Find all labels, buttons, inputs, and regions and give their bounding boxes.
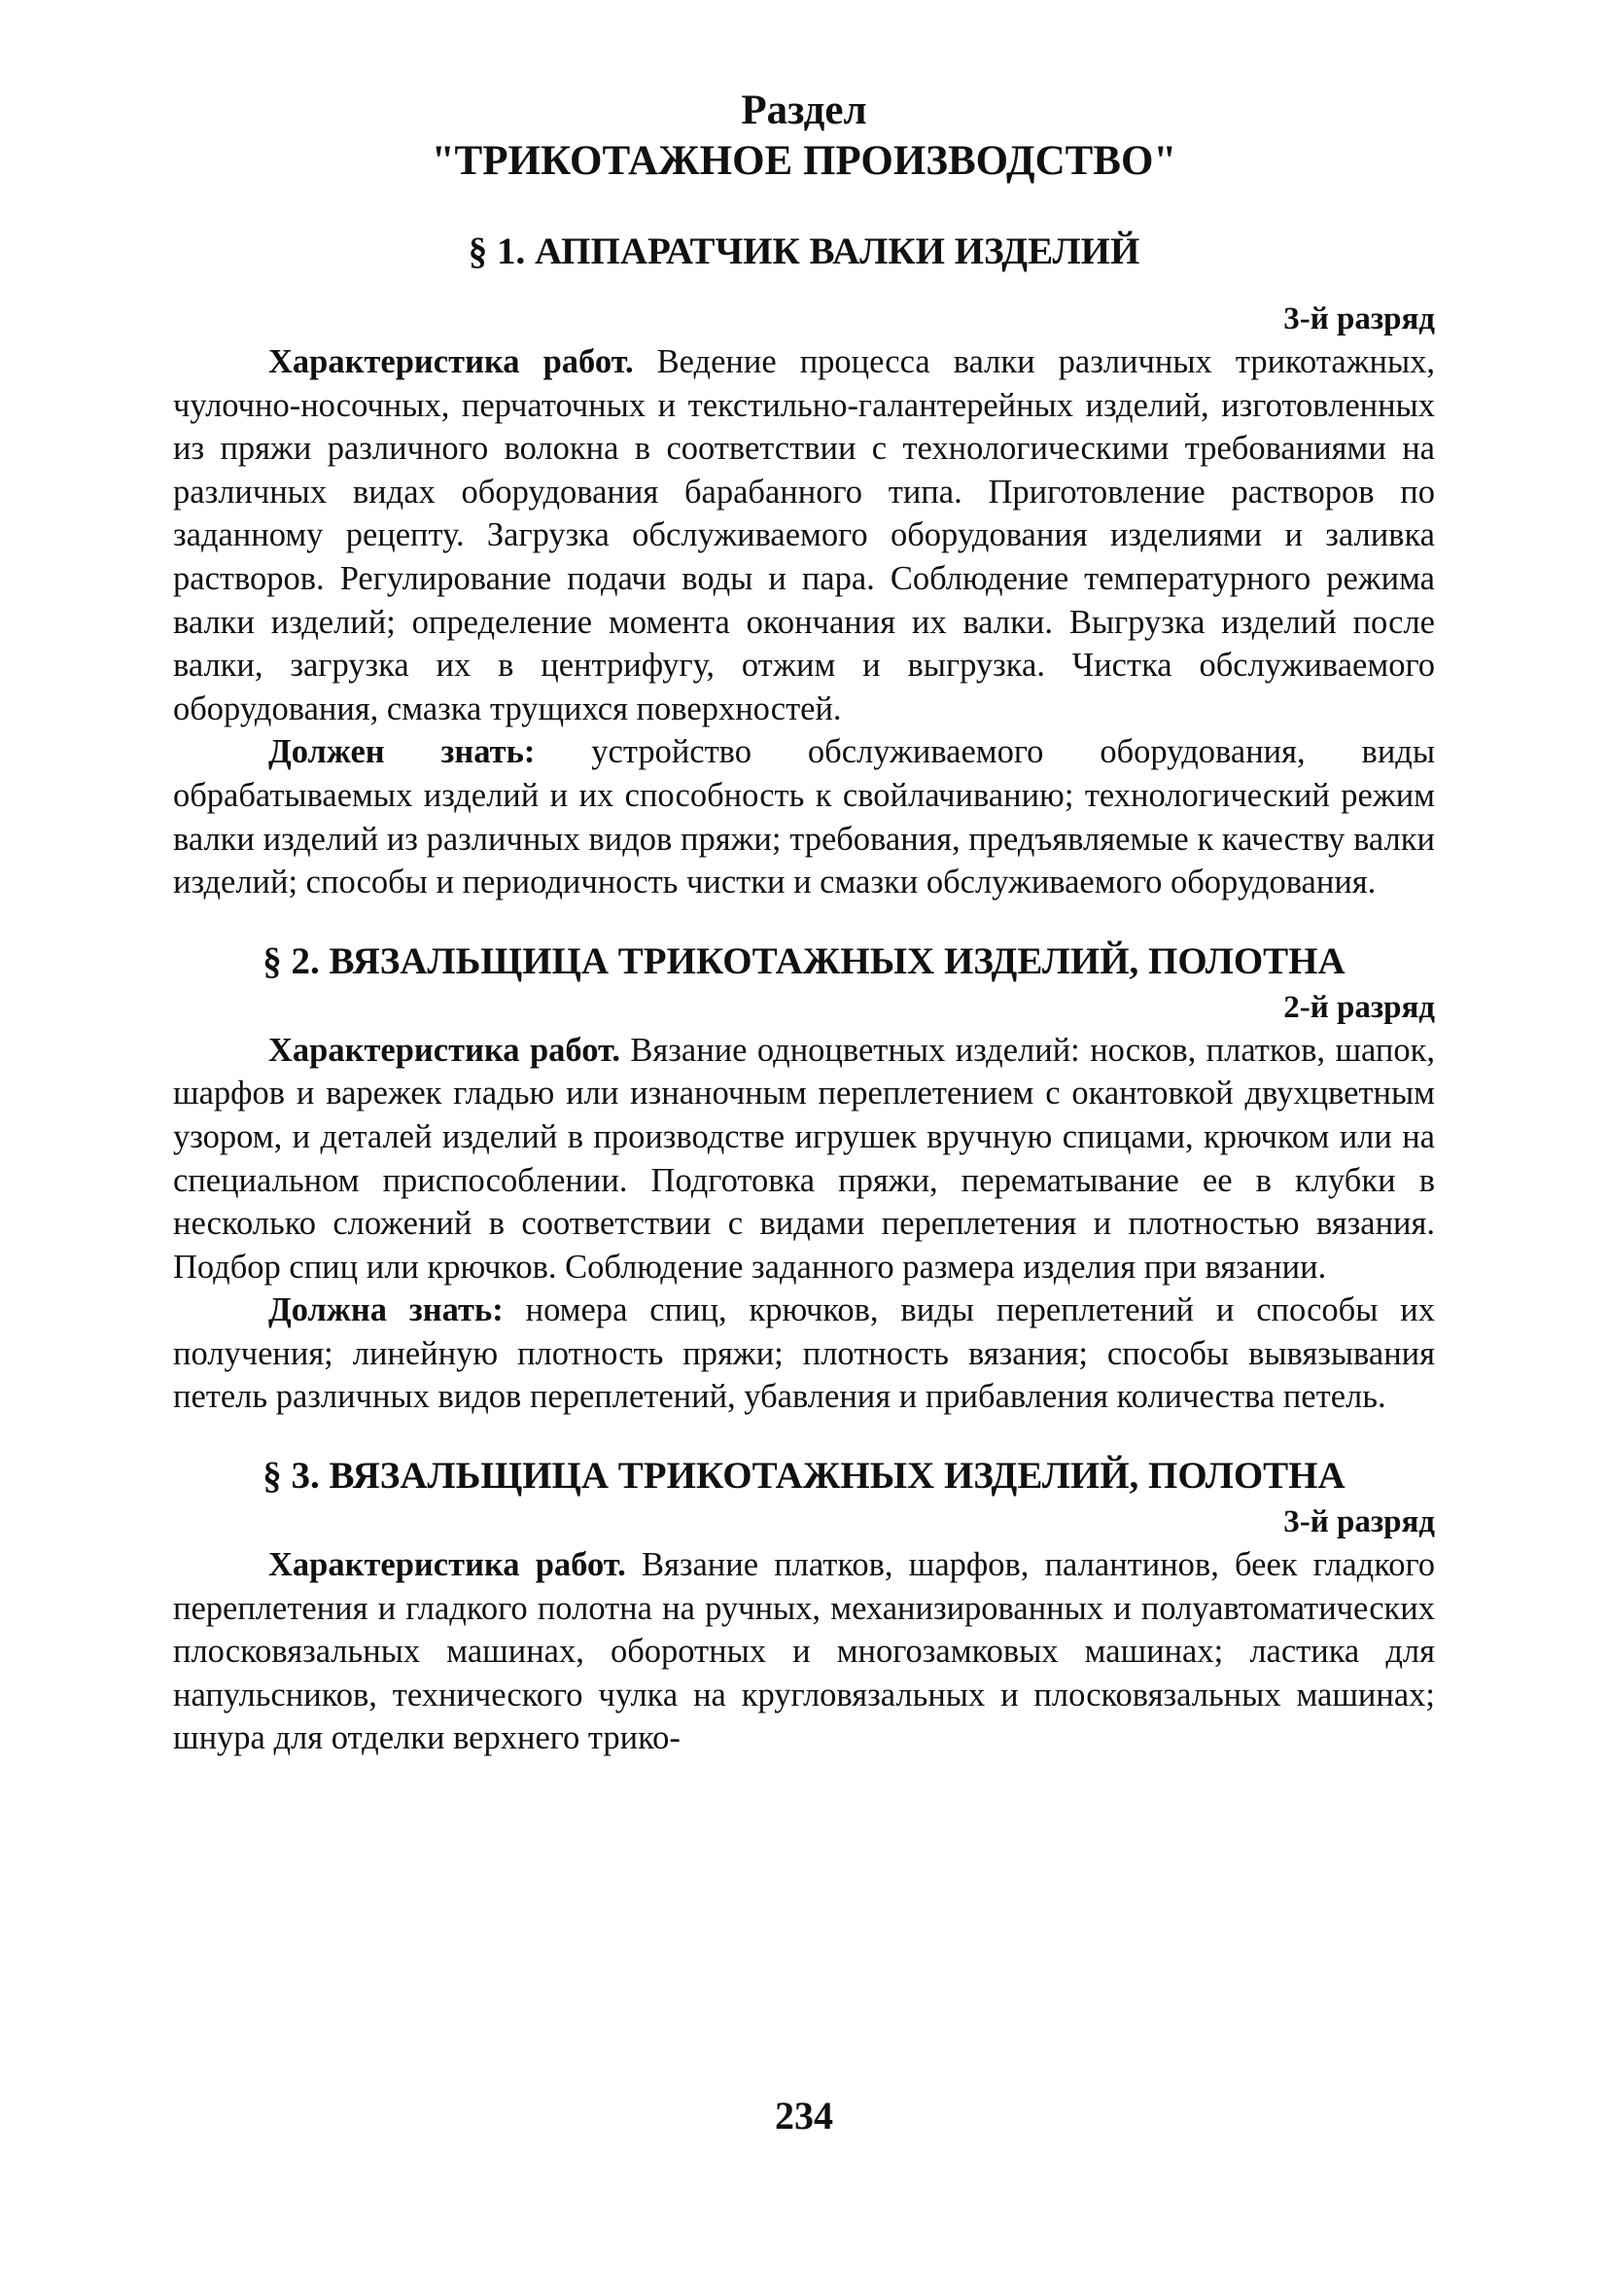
- section-heading-line1: Раздел: [741, 88, 867, 133]
- characteristics-text: Ведение процесса валки различных трикотажных, чулочно-носочных, перчаточных и текстильно-галантерейных изделий, изготовленных из пряжи различного волокна в соответствии с технологическими требованиями на различных видах оборудования барабанного типа. Приготовление растворов по заданному рецепту. Загрузка обслуживаемого оборудования изделиями и заливка растворов. Регулирование подачи воды и пара. Соблюдение температурного режима валки изделий; определение момента окончания их валки. Выгрузка изделий после валки, загрузка их в центрифугу, отжим и выгрузка. Чистка обслуживаемого оборудования, смазка трущихся поверхностей.: [173, 343, 1435, 727]
- characteristics-text: Вязание платков, шарфов, палантинов, беек гладкого переплетения и гладкого полотна на ручных, механизированных и полуавтоматических плосковязальных машинах, оборотных и многозамковых машинах; ластика для напульсников, технического чулка на кругловязальных и плосковязальных машинах; шнура для отделки верхнего трико-: [173, 1546, 1435, 1757]
- section-heading-line2: "ТРИКОТАЖНОЕ ПРОИЗВОДСТВО": [431, 138, 1177, 184]
- paragraph-3-characteristics: [173, 1543, 1435, 1760]
- knowledge-lead: Должна знать:: [268, 1291, 504, 1329]
- knowledge-lead: Должен знать:: [268, 733, 536, 771]
- document-page: [173, 86, 1435, 1760]
- paragraph-1-characteristics: [173, 340, 1435, 730]
- paragraph-2-knowledge: [173, 1289, 1435, 1419]
- page-number: 234: [775, 2094, 833, 2137]
- knowledge-text: номера спиц, крючков, виды переплетений и способы их получения; линейную плотность пряжи; плотность вязания; способы вывязывания петель различных видов переплетений, убавления и прибавления количества петель.: [173, 1291, 1435, 1416]
- characteristics-lead: Характеристика работ.: [268, 1031, 620, 1069]
- paragraph-2-title: § 2. ВЯЗАЛЬЩИЦА ТРИКОТАЖНЫХ ИЗДЕЛИЙ, ПОЛОТНА: [262, 939, 1346, 982]
- paragraph-2-characteristics: [173, 1029, 1435, 1289]
- paragraph-1-rank: 3-й разряд: [1283, 301, 1435, 336]
- paragraph-3-title: § 3. ВЯЗАЛЬЩИЦА ТРИКОТАЖНЫХ ИЗДЕЛИЙ, ПОЛОТНА: [262, 1455, 1346, 1498]
- characteristics-lead: Характеристика работ.: [268, 343, 634, 380]
- paragraph-1-knowledge: [173, 730, 1435, 903]
- paragraph-3-rank: 3-й разряд: [1283, 1504, 1435, 1540]
- paragraph-2-rank: 2-й разряд: [1283, 989, 1435, 1025]
- characteristics-lead: Характеристика работ.: [268, 1546, 626, 1584]
- knowledge-text: устройство обслуживаемого оборудования, виды обрабатываемых изделий и их способность к свойлачиванию; технологический режим валки изделий из различных видов пряжи; требования, предъявляемые к качеству валки изделий; способы и периодичность чистки и смазки обслуживаемого оборудования.: [173, 733, 1436, 901]
- characteristics-text: Вязание одноцветных изделий: носков, платков, шапок, шарфов и варежек гладью или изнаночным переплетением с окантовкой двухцветным узором, и деталей изделий в производстве игрушек вручную спицами, крючком или на специальном приспособлении. Подготовка пряжи, перематывание ее в клубки в несколько сложений в соответствии с видами переплетения и плотностью вязания. Подбор спиц или крючков. Соблюдение заданного размера изделия при вязании.: [173, 1031, 1435, 1286]
- paragraph-1-title: § 1. АППАРАТЧИК ВАЛКИ ИЗДЕЛИЙ: [468, 230, 1140, 272]
